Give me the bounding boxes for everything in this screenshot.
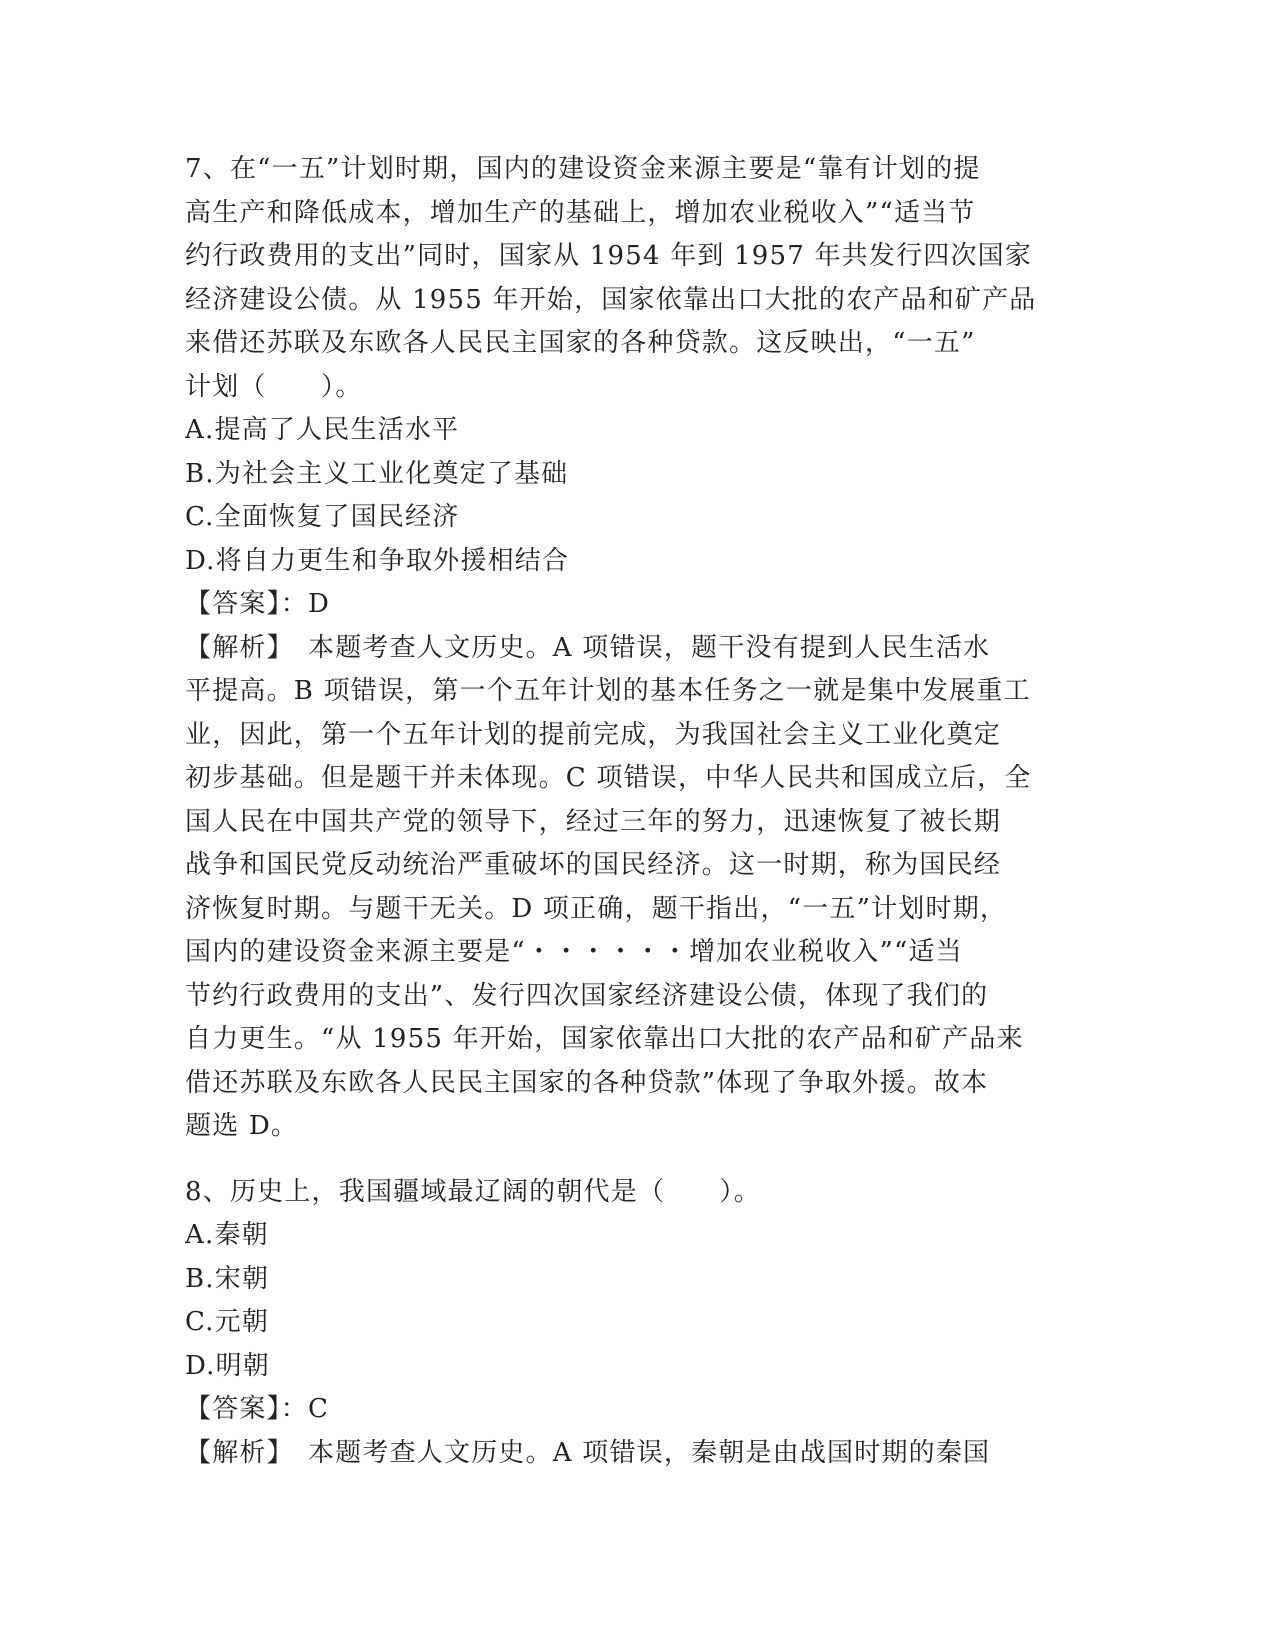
stem-line: 7、在“一五”计划时期，国内的建设资金来源主要是“靠有计划的提	[185, 154, 981, 184]
analysis-line: 节约行政费用的支出”、发行四次国家经济建设公债，体现了我们的	[185, 980, 989, 1011]
analysis-line: 【解析】 本题考查人文历史。A 项错误，题干没有提到人民生活水	[185, 632, 991, 663]
question-7	[185, 148, 1090, 1149]
option-list	[185, 409, 1090, 583]
document-page	[185, 148, 1090, 1475]
option-c: C.元朝	[185, 1307, 270, 1337]
option-list	[185, 1214, 1090, 1388]
analysis-line: 平提高。B 项错误，第一个五年计划的基本任务之一就是集中发展重工	[185, 676, 1031, 706]
analysis-line: 借还苏联及东欧各人民民主国家的各种贷款”体现了争取外援。故本	[185, 1067, 989, 1098]
option-c: C.全面恢复了国民经济	[185, 502, 460, 532]
analysis-line: 【解析】 本题考查人文历史。A 项错误，秦朝是由战国时期的秦国	[185, 1437, 991, 1468]
analysis-line: 自力更生。“从 1955 年开始，国家依靠出口大批的农产品和矿产品来	[185, 1024, 1024, 1054]
question-spacer	[185, 1149, 1090, 1171]
analysis-line: 国内的建设资金来源主要是“・・・・・・增加农业税收入”“适当	[185, 937, 963, 967]
analysis-line: 题选 D。	[185, 1111, 299, 1141]
analysis-line: 业，因此，第一个五年计划的提前完成，为我国社会主义工业化奠定	[185, 719, 1002, 750]
option-b: B.宋朝	[185, 1263, 270, 1294]
stem-line: 高生产和降低成本，增加生产的基础上，增加农业税收入”“适当节	[185, 197, 976, 228]
analysis-block	[185, 627, 1090, 1149]
analysis-line: 国人民在中国共产党的领导下，经过三年的努力，迅速恢复了被长期	[185, 806, 1002, 837]
question-8	[185, 1171, 1090, 1476]
analysis-line: 济恢复时期。与题干无关。D 项正确，题干指出，“一五”计划时期，	[185, 893, 1008, 924]
option-a: A.秦朝	[185, 1220, 269, 1250]
question-stem	[185, 148, 1090, 409]
stem-line: 计划（ ）。	[185, 371, 363, 402]
option-d: D.将自力更生和争取外援相结合	[185, 545, 570, 576]
analysis-block	[185, 1432, 1090, 1476]
option-b: B.为社会主义工业化奠定了基础	[185, 458, 569, 489]
answer-line: 【答案】：C	[185, 1394, 330, 1424]
stem-line: 约行政费用的支出”同时，国家从 1954 年到 1957 年共发行四次国家	[185, 241, 1033, 271]
stem-line: 经济建设公债。从 1955 年开始，国家依靠出口大批的农产品和矿产品	[185, 284, 1037, 315]
option-d: D.明朝	[185, 1350, 270, 1381]
question-stem	[185, 1171, 1090, 1215]
analysis-line: 初步基础。但是题干并未体现。C 项错误，中华人民共和国成立后，全	[185, 763, 1032, 793]
answer-line: 【答案】：D	[185, 589, 331, 619]
analysis-line: 战争和国民党反动统治严重破坏的国民经济。这一时期，称为国民经	[185, 850, 1002, 880]
stem-line: 来借还苏联及东欧各人民民主国家的各种贷款。这反映出，“一五”	[185, 328, 976, 358]
option-a: A.提高了人民生活水平	[185, 415, 460, 445]
stem-line: 8、历史上，我国疆域最辽阔的朝代是（ ）。	[185, 1176, 761, 1207]
